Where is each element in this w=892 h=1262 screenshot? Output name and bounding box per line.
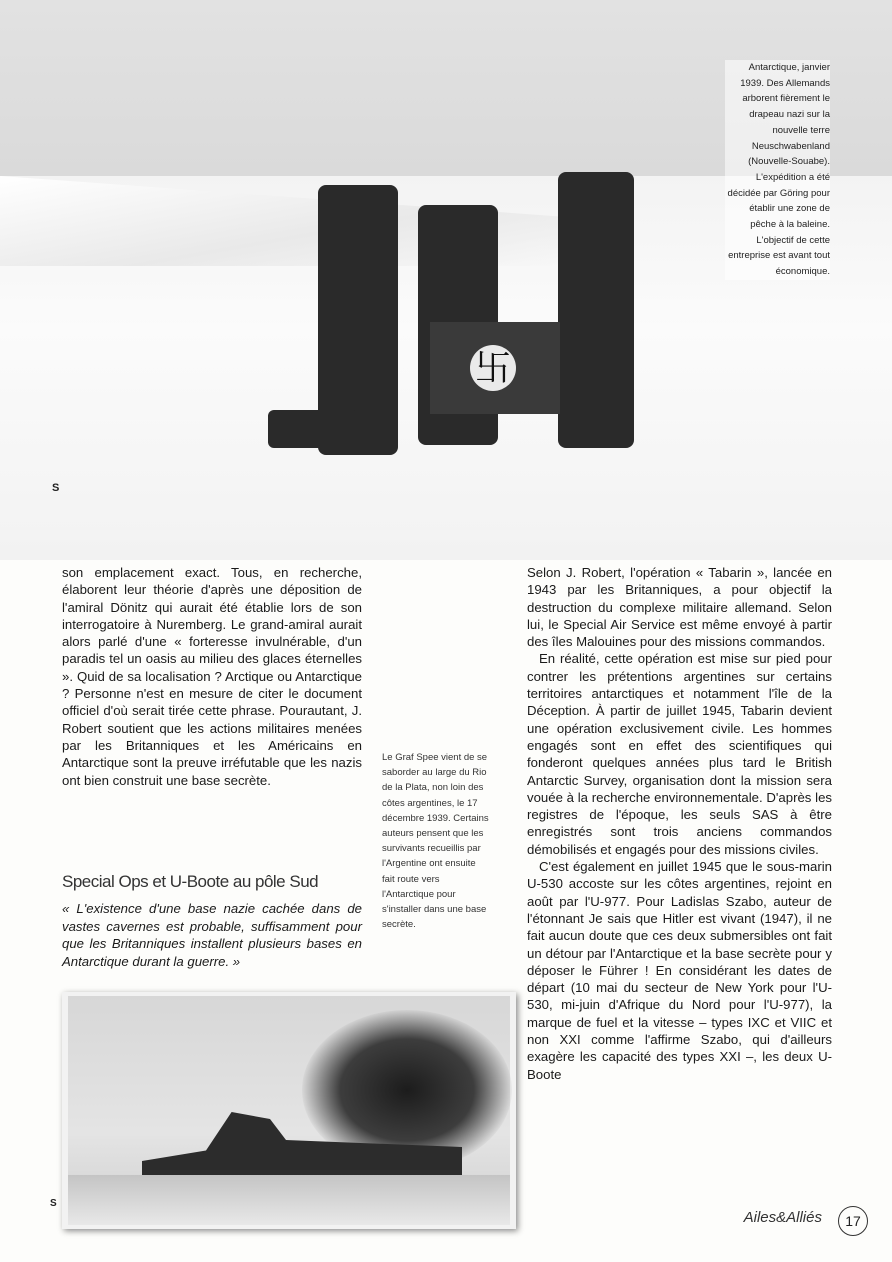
bottom-photo-credit: S bbox=[50, 1198, 57, 1209]
top-photo-caption: Antarctique, janvier 1939. Des Allemands arborent fièrement le drapeau nazi sur la nouvelle terre Neuschwabenland (Nouvelle-Souabe). L'expédition a été décidée par Göring pour établir une zone de pêche à la baleine. L'objectif de cette entreprise est avant tout économique. bbox=[725, 60, 830, 280]
right-paragraph-1: Selon J. Robert, l'opération « Tabarin », lancée en 1943 par les Britanniques, a pour objectif la destruction du complexe militaire allemand. Selon lui, le Special Air Service est même envoyé à partir des îles Malouines pour des missions commandos. bbox=[527, 565, 832, 650]
magazine-name: Ailes&Alliés bbox=[743, 1209, 822, 1226]
right-paragraph-2: En réalité, cette opération est mise sur pied pour contrer les prétentions argentines sur certains territoires antarctiques et notamment l'île de la Déception. À partir de juillet 1945, Tabarin devient une opération exclusivement civile. Les hommes engagés sont en effet des scientifiques qui fonderont quelques années plus tard le British Antarctic Survey, organisation dont la mission sera vouée à la recherche environnementale. D'après les registres de l'époque, les seuls SAS à être enregistrés sont trois anciens commandos démobilisés et engagés pour des missions civiles. bbox=[527, 651, 832, 857]
right-paragraph-3: C'est également en juillet 1945 que le sous-marin U-530 accoste sur les côtes argentines, rejoint en août par l'U-977. Pour Ladislas Szabo, auteur de l'étonnant Je sais que Hitler est vivant (1947), il ne fait aucun doute que ces deux submersibles ont fait un détour par l'Antarctique et la base secrète pour y déposer le Führer ! En considérant les dates de départ (10 mai du secteur de New York pour l'U-530, mi-juin d'Afrique du Nord pour l'U-977), la marque de fuel et la vitesse – types IXC et VIIC et non XXI comme l'affirme Szabo, qui d'ailleurs exagère les capacité des types XXI –, les deux U-Boote bbox=[527, 859, 832, 1082]
equipment-pile bbox=[268, 410, 358, 448]
section-quote: « L'existence d'une base nazie cachée dans de vastes cavernes est probable, suffisamment pour que les Britanniques installent plusieurs bases en Antarctique durant la guerre. » bbox=[62, 901, 362, 969]
flag-emblem: 卐 bbox=[470, 345, 516, 391]
left-paragraph: son emplacement exact. Tous, en recherche, élaborent leur théorie d'après une déposition de l'amiral Dönitz qui aurait été établie lors de son interrogatoire à Nuremberg. Le grand-amiral aurait alors parlé d'une « forteresse invulnérable, d'un paradis tel un oasis au milieu des glaces éternelles ». Quid de sa localisation ? Arctique ou Antarctique ? Personne n'est en mesure de citer le document officiel d'où serait tirée cette phrase. Pourautant, J. Robert soutient que les actions militaires menées par les Britanniques et les Américains en Antarctique sont la preuve irréfutable que les nazis ont bien construit une base secrète. bbox=[62, 565, 362, 788]
left-column bbox=[62, 564, 362, 789]
section-heading: Special Ops et U-Boote au pôle Sud bbox=[62, 872, 319, 891]
right-column bbox=[527, 564, 832, 1083]
photo-credit: S bbox=[52, 482, 60, 494]
person-right bbox=[558, 172, 634, 448]
graf-spee-caption: Le Graf Spee vient de se saborder au large du Rio de la Plata, non loin des côtes argentines, le 17 décembre 1939. Certains auteurs pensent que les survivants recueillis par l'Argentine ont ensuite fait route vers l'Antarctique pour s'installer dans une base secrète. bbox=[382, 752, 489, 931]
sea bbox=[68, 1175, 510, 1225]
bottom-photo bbox=[62, 992, 516, 1229]
page-number: 17 bbox=[838, 1206, 868, 1236]
